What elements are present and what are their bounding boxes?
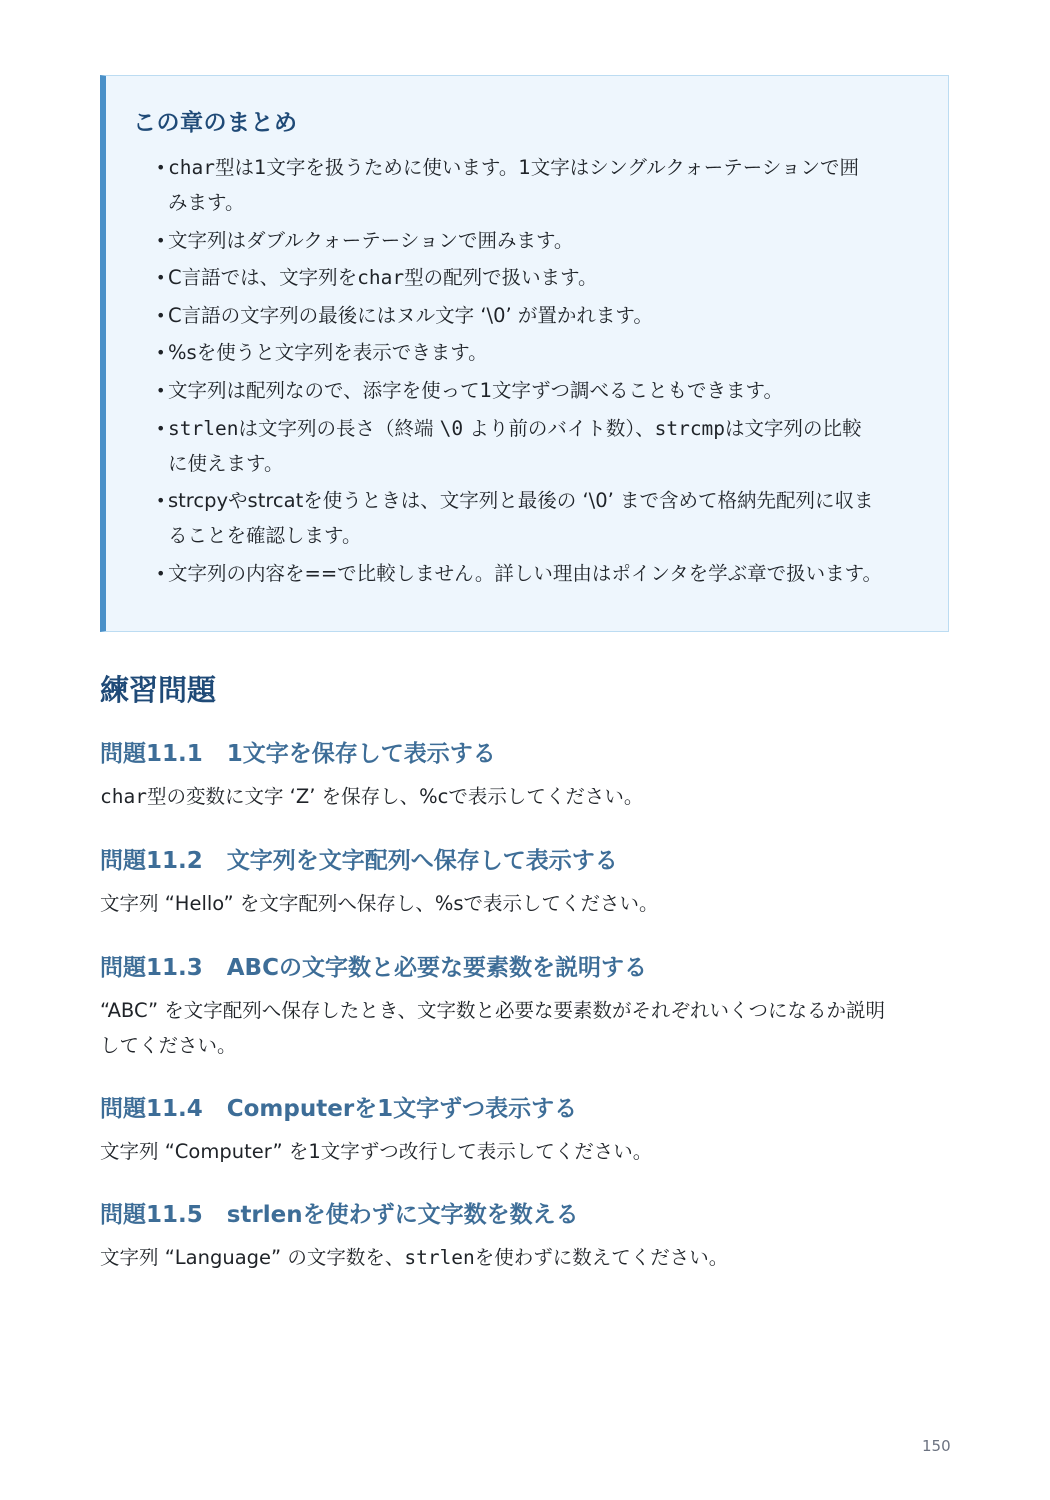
text-line (100, 1134, 945, 1169)
summary-bullet (156, 298, 926, 333)
summary-bullet (156, 150, 926, 220)
text-line (100, 993, 945, 1028)
problem-body (100, 779, 945, 814)
problem-title: ABCの文字数と必要な要素数を説明する (226, 955, 647, 981)
text-line (168, 518, 926, 553)
text-line (168, 185, 926, 220)
problem-title: Computerを1文字ずつ表示する (226, 1096, 578, 1122)
inline-code: char (168, 156, 215, 179)
problem-heading (100, 1090, 577, 1123)
text-segment: “ABC” を文字配列へ保存したとき、文字数と必要な要素数がそれぞれいくつになるか説明 (100, 999, 885, 1022)
inline-code: char (100, 785, 147, 808)
summary-bullet (156, 260, 926, 295)
problem-heading (100, 735, 496, 768)
problem-title: strlenを使わずに文字数を数える (226, 1202, 579, 1228)
exercises-heading: 練習問題 (100, 673, 217, 707)
text-segment: 文字列の内容を==で比較しません。詳しい理由はポインタを学ぶ章で扱います。 (168, 561, 883, 585)
text-segment: してください。 (100, 1034, 237, 1057)
text-line (168, 446, 926, 481)
text-segment: を使わずに数えてください。 (474, 1246, 729, 1269)
text-segment: 型は1文字を扱うために使います。1文字はシングルクォーテーションで囲 (214, 156, 860, 179)
text-segment: %sを使うと文字列を表示できます。 (168, 341, 488, 365)
text-line (100, 886, 945, 921)
text-segment: 文字列 “Hello” を文字配列へ保存し、%sで表示してください。 (100, 892, 659, 915)
text-segment: みます。 (168, 191, 245, 214)
problem-body (100, 886, 945, 921)
chapter-summary-box (100, 75, 949, 632)
text-line (168, 150, 926, 185)
text-segment: より前のバイト数）、 (463, 416, 655, 440)
page-number: 150 (922, 1437, 951, 1455)
text-segment: 文字列 “Language” の文字数を、 (100, 1246, 405, 1269)
problem-number: 問題11.5 (100, 1202, 203, 1228)
text-line (168, 483, 926, 518)
text-segment: 型の変数に文字 ‘Z’ を保存し、%cで表示してください。 (146, 785, 644, 808)
text-segment: 型の配列で扱います。 (404, 266, 598, 290)
summary-bullet (156, 483, 926, 553)
text-line (100, 1028, 945, 1063)
text-segment: に使えます。 (168, 451, 284, 475)
problem-title: 文字列を文字配列へ保存して表示する (226, 848, 618, 874)
problem-number: 問題11.4 (100, 1096, 203, 1122)
inline-code: strlen (404, 1246, 475, 1269)
text-line (168, 556, 926, 591)
text-segment: 文字列 “Computer” を1文字ずつ改行して表示してください。 (100, 1140, 653, 1163)
problem-number: 問題11.1 (100, 741, 203, 767)
problem-heading (100, 1196, 579, 1229)
text-segment: は文字列の長さ（終端 (238, 416, 440, 440)
text-line (168, 373, 926, 408)
text-line (168, 335, 926, 370)
text-segment: ることを確認します。 (168, 524, 362, 548)
text-segment: 文字列は配列なので、添字を使って1文字ずつ調べることもできます。 (168, 378, 783, 402)
problem-number: 問題11.3 (100, 955, 203, 981)
problem-number: 問題11.2 (100, 848, 203, 874)
summary-bullet (156, 223, 926, 258)
text-segment: C言語では、文字列を (168, 266, 358, 290)
text-line (100, 1240, 945, 1275)
summary-bullet (156, 373, 926, 408)
inline-code: char (357, 266, 405, 290)
inline-code: \0 (439, 416, 464, 440)
summary-title: この章のまとめ (133, 110, 298, 136)
inline-code: strlen (168, 416, 239, 440)
summary-list (156, 150, 926, 593)
text-line (168, 411, 926, 446)
text-line (100, 779, 945, 814)
problem-title: 1文字を保存して表示する (226, 741, 496, 767)
text-segment: C言語の文字列の最後にはヌル文字 ‘\0’ が置かれます。 (168, 303, 653, 327)
problem-body (100, 1134, 945, 1169)
summary-bullet (156, 411, 926, 481)
problem-body (100, 1240, 945, 1275)
text-line (168, 223, 926, 258)
summary-bullet (156, 556, 926, 591)
text-segment: 文字列はダブルクォーテーションで囲みます。 (168, 228, 574, 252)
summary-bullet (156, 335, 926, 370)
inline-code: strcmp (654, 416, 726, 440)
text-line (168, 298, 926, 333)
text-segment: は文字列の比較 (725, 416, 862, 440)
problem-heading (100, 842, 618, 875)
problem-heading (100, 949, 647, 982)
text-segment: strcpyやstrcatを使うときは、文字列と最後の ‘\0’ まで含めて格納先配列に収ま (168, 489, 874, 513)
text-line (168, 260, 926, 295)
problem-body (100, 993, 945, 1063)
